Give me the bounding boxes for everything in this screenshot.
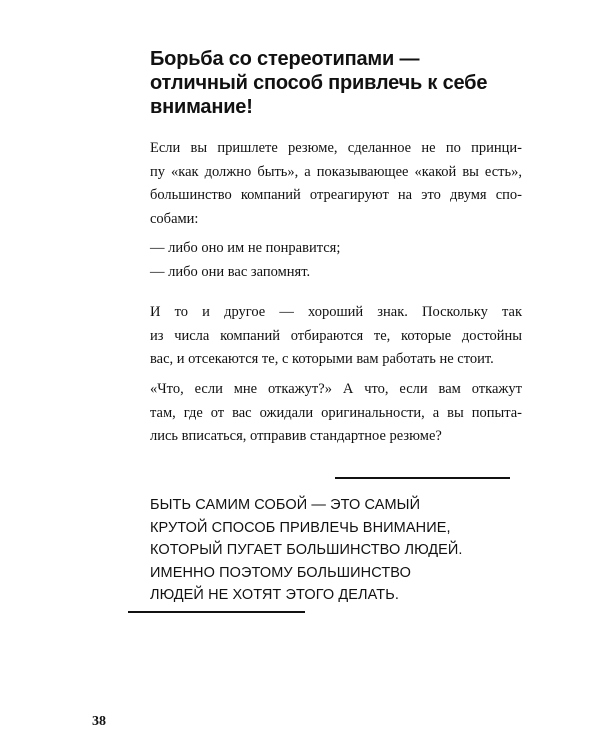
list-item: — либо оно им не понравится; — [150, 240, 341, 256]
section-heading — [150, 47, 550, 119]
quote-top-rule — [335, 477, 510, 479]
page-number: 38 — [92, 714, 106, 729]
text-line: пу «как должно быть», а показывающее «какой вы есть», — [150, 163, 522, 180]
quote-line: ЛЮДЕЙ НЕ ХОТЯТ ЭТОГО ДЕЛАТЬ. — [150, 587, 400, 603]
text-line: там, где от вас ожидали оригинальности, а вы попыта- — [150, 404, 522, 421]
text-line: лись вписаться, отправив стандартное резюме? — [150, 428, 442, 444]
text-line: большинство компаний отреагируют на это двумя спо- — [150, 187, 522, 203]
heading-line: Борьба со стереотипами — — [150, 48, 420, 70]
dash-list — [150, 237, 522, 284]
text-line: собами: — [150, 210, 199, 227]
heading-line: внимание! — [150, 96, 253, 118]
text-line: вас, и отсекаются те, с которыми вам работать не стоит. — [150, 351, 494, 367]
heading-line: отличный способ привлечь к себе — [150, 72, 488, 94]
quote-line: БЫТЬ САМИМ СОБОЙ — ЭТО САМЫЙ — [150, 497, 421, 513]
quote-line: КОТОРЫЙ ПУГАЕТ БОЛЬШИНСТВО ЛЮДЕЙ. — [150, 542, 463, 558]
list-item: — либо они вас запомнят. — [150, 263, 311, 280]
text-line: «Что, если мне откажут?» А что, если вам откажут — [150, 381, 522, 397]
pull-quote — [150, 494, 510, 607]
paragraph-2 — [150, 301, 522, 372]
paragraph-3 — [150, 378, 522, 449]
paragraph-1 — [150, 137, 522, 231]
quote-line: КРУТОЙ СПОСОБ ПРИВЛЕЧЬ ВНИМАНИЕ, — [150, 519, 451, 536]
text-line: Если вы пришлете резюме, сделанное не по принци- — [150, 140, 522, 156]
text-line: И то и другое — хороший знак. Поскольку так — [150, 304, 522, 320]
quote-bottom-rule — [128, 611, 305, 613]
text-line: из числа компаний отбираются те, которые достойны — [150, 327, 522, 344]
quote-line: ИМЕННО ПОЭТОМУ БОЛЬШИНСТВО — [150, 564, 411, 581]
